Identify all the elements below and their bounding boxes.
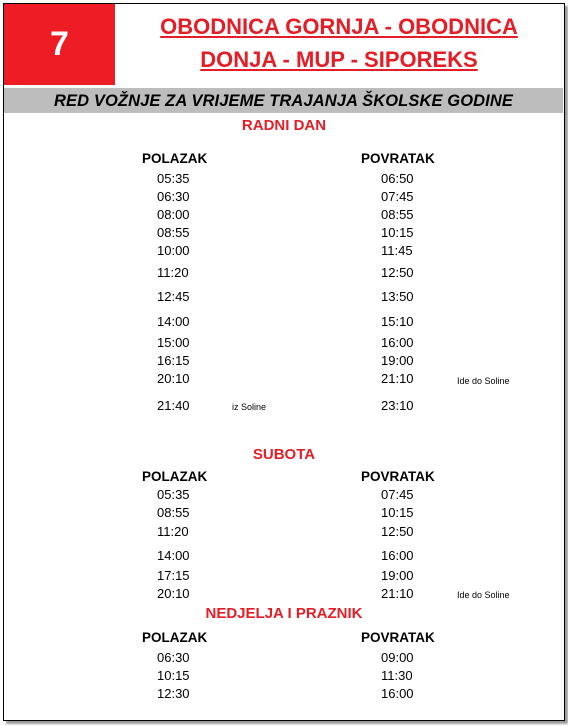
return-time: 16:00 bbox=[381, 686, 414, 701]
return-time: 11:30 bbox=[381, 668, 413, 683]
departures-header: POLAZAK bbox=[142, 469, 208, 484]
return-note: Ide do Soline bbox=[457, 376, 510, 386]
return-time: 07:45 bbox=[381, 487, 414, 502]
return-time: 23:10 bbox=[381, 398, 414, 413]
departure-time: 06:30 bbox=[157, 650, 190, 665]
return-time: 19:00 bbox=[381, 353, 414, 368]
return-time: 16:00 bbox=[381, 548, 414, 563]
departure-time: 20:10 bbox=[157, 586, 190, 601]
departure-time: 05:35 bbox=[157, 487, 190, 502]
departure-time: 15:00 bbox=[157, 335, 190, 350]
section-title-sunday-holiday: NEDJELJA I PRAZNIK bbox=[205, 605, 363, 622]
return-time: 11:45 bbox=[381, 243, 413, 258]
return-time: 10:15 bbox=[381, 225, 414, 240]
departure-note: iz Soline bbox=[232, 402, 267, 412]
departure-time: 10:15 bbox=[157, 668, 190, 683]
departure-time: 20:10 bbox=[157, 371, 190, 386]
returns-header: POVRATAK bbox=[361, 630, 435, 645]
return-time: 21:10 bbox=[381, 371, 414, 386]
return-time: 07:45 bbox=[381, 189, 414, 204]
return-time: 06:50 bbox=[381, 171, 414, 186]
return-time: 12:50 bbox=[381, 524, 414, 539]
departure-time: 12:30 bbox=[157, 686, 190, 701]
return-time: 21:10 bbox=[381, 586, 414, 601]
departure-time: 14:00 bbox=[157, 314, 190, 329]
departure-time: 08:55 bbox=[157, 225, 190, 240]
departure-time: 16:15 bbox=[157, 353, 190, 368]
route-title-line-1: OBODNICA GORNJA - OBODNICA bbox=[160, 14, 518, 39]
return-time: 19:00 bbox=[381, 568, 414, 583]
departure-time: 08:00 bbox=[157, 207, 190, 222]
section-title-weekday: RADNI DAN bbox=[241, 117, 327, 134]
returns-header: POVRATAK bbox=[361, 469, 435, 484]
route-number: 7 bbox=[50, 25, 69, 63]
return-time: 13:50 bbox=[381, 289, 414, 304]
return-note: Ide do Soline bbox=[457, 590, 510, 600]
route-title bbox=[118, 10, 560, 76]
departure-time: 08:55 bbox=[157, 505, 190, 520]
return-time: 09:00 bbox=[381, 650, 414, 665]
returns-header: POVRATAK bbox=[361, 151, 435, 166]
departure-time: 11:20 bbox=[157, 524, 189, 539]
departure-time: 17:15 bbox=[157, 568, 190, 583]
section-title-saturday: SUBOTA bbox=[252, 446, 316, 463]
return-time: 08:55 bbox=[381, 207, 414, 222]
departure-time: 21:40 bbox=[157, 398, 190, 413]
departure-time: 05:35 bbox=[157, 171, 190, 186]
departure-time: 14:00 bbox=[157, 548, 190, 563]
schedule-banner: RED VOŽNJE ZA VRIJEME TRAJANJA ŠKOLSKE GODINE bbox=[4, 88, 563, 113]
departure-time: 12:45 bbox=[157, 289, 190, 304]
departure-time: 06:30 bbox=[157, 189, 190, 204]
departures-header: POLAZAK bbox=[142, 630, 208, 645]
return-time: 15:10 bbox=[381, 314, 414, 329]
return-time: 12:50 bbox=[381, 265, 414, 280]
return-time: 10:15 bbox=[381, 505, 414, 520]
return-time: 16:00 bbox=[381, 335, 414, 350]
route-number-badge bbox=[4, 4, 115, 85]
departure-time: 10:00 bbox=[157, 243, 190, 258]
departures-header: POLAZAK bbox=[142, 151, 208, 166]
route-title-line-2: DONJA - MUP - SIPOREKS bbox=[200, 47, 478, 72]
departure-time: 11:20 bbox=[157, 265, 189, 280]
